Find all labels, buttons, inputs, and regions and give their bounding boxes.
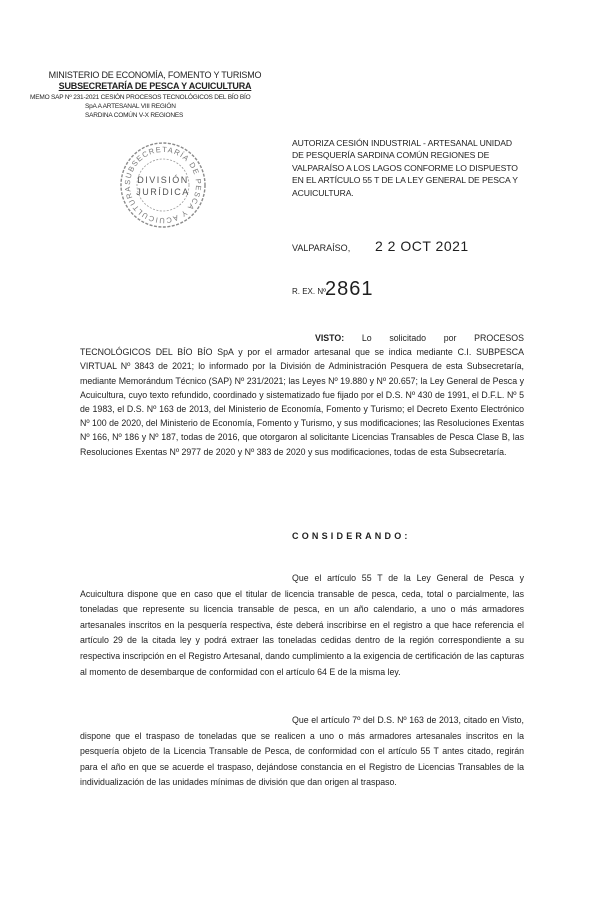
considerando-paragraph-1 xyxy=(80,571,524,680)
paragraph-text: Acuicultura dispone que en caso que el titular de licencia transable de pesca, ceda, total o parcialmente, las toneladas que represente su licencia transable de pesca, en un año calendario, a uno o más armadores artesanales inscritos en la pesquería respectiva, éste deberá inscribirse en el registro a que hace referencia el artículo 29 de la citada ley y podrá extraer las toneladas cedidas dentro de la región correspondiente a su respectiva inscripción en el Registro Artesanal, dando cumplimiento a la exigencia de certificación de las capturas al momento de desembarque de conformidad con el artículo 64 E de la misma ley. xyxy=(80,588,524,677)
paragraph-lead: Que el artículo 55 T de la Ley General de Pesca y xyxy=(292,573,524,583)
place-and-date xyxy=(292,238,532,260)
subsecretaria-name: SUBSECRETARÍA DE PESCA Y ACUICULTURA xyxy=(58,81,252,91)
stamp-center-line-1: DIVISIÓN xyxy=(137,175,189,185)
letterhead xyxy=(30,70,280,120)
rex-label: R. EX. Nº xyxy=(292,287,327,296)
resolution-number xyxy=(292,278,492,304)
place: VALPARAÍSO, xyxy=(292,243,351,253)
svg-text:SUBSECRETARÍA DE PESCA Y ACUIC xyxy=(123,145,203,225)
stamp-ring-text: SUBSECRETARÍA DE PESCA Y ACUICULTURA xyxy=(122,144,204,226)
division-juridica-stamp xyxy=(118,140,208,230)
considerando-paragraph-2 xyxy=(80,713,524,791)
visto-heading: VISTO: xyxy=(315,333,345,343)
visto-text: Lo solicitado por PROCESOS TECNOLÓGICOS DEL BÍO BÍO SpA y por el armador artesanal que se indica mediante C.I. SUBPESCA VIRTUAL Nº 3843 de 2021; lo informado por la División de Administración Pesquera de esta Subsecretaría, mediante Memorándum Técnico (SAP) Nº 231/2021; las Leyes Nº 19.880 y Nº 20.657; la Ley General de Pesca y Acuicultura, cuyo texto refundido, coordinado y sistematizado fue fijado por el D.S. Nº 430 de 1991, el D.F.L. Nº 5 de 1983, el D.S. Nº 163 de 2013, del Ministerio de Economía, Fomento y Turismo; el Decreto Exento Electrónico Nº 100 de 2020, del Ministerio de Economía, Fomento y Turismo, y sus modificaciones; las Resoluciones Exentas Nº 166, Nº 186 y Nº 187, todas de 2016, que otorgaron al solicitante Licencias Transables de Pesca Clase B, las Resoluciones Exentas Nº 2977 de 2020 y Nº 383 de 2020 y sus modificaciones, todas de esta Subsecretaría. xyxy=(80,333,524,457)
visto-section xyxy=(80,331,524,459)
paragraph-lead: Que el artículo 7º del D.S. Nº 163 de 2013, citado xyxy=(292,715,488,725)
rex-number: 2861 xyxy=(325,278,374,300)
paragraph-text: en Visto, dispone que el traspaso de toneladas que se realicen a uno o más armadores artesanales inscritos en la pesquería objeto de la Licencia Transable de Pesca, de conformidad con el artículo 55 T antes citado, regirán para el año en que se acuerde el traspaso, dejándose constancia en el Registro de Licencias Transables de la individualización de las unidades mínimas de división que dan origen al traspaso. xyxy=(80,715,524,788)
memo-line: MEMO SAP Nº 231-2021 CESIÓN PROCESOS TECNOLÓGICOS DEL BÍO BÍO xyxy=(30,94,251,101)
stamp-center-line-2: JURÍDICA xyxy=(136,187,190,197)
memo-line: SARDINA COMÚN V-X REGIONES xyxy=(85,112,184,119)
memo-reference xyxy=(30,93,280,120)
resolution-summary: AUTORIZA CESIÓN INDUSTRIAL - ARTESANAL UNIDAD DE PESQUERÍA SARDINA COMÚN REGIONES DE VALPARAÍSO A LOS LAGOS CONFORME LO DISPUESTO EN EL ARTÍCULO 55 T DE LA LEY GENERAL DE PESCA Y ACUICULTURA. xyxy=(292,138,518,198)
considerando-heading: CONSIDERANDO: xyxy=(292,531,411,541)
date-stamp: 2 2 OCT 2021 xyxy=(375,238,469,254)
memo-line: SpA A ARTESANAL VIII REGIÓN xyxy=(85,103,176,110)
ministry-name: MINISTERIO DE ECONOMÍA, FOMENTO Y TURISMO xyxy=(48,70,262,80)
